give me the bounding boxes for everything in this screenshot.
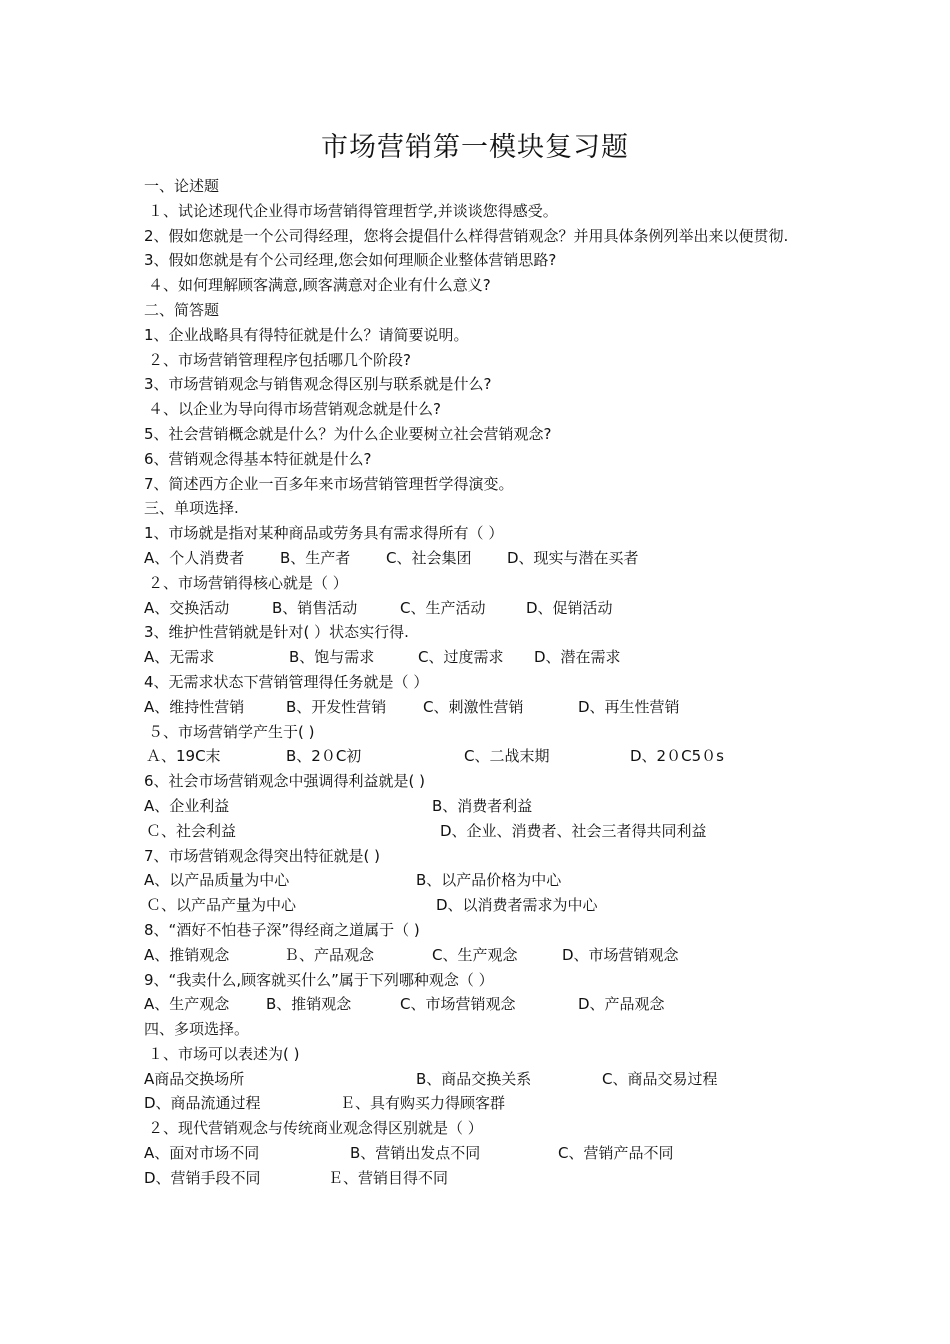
single-choice-question-2: ２、市场营销得核心就是（ ） <box>148 573 348 592</box>
option-b: B、推销观念 <box>266 995 352 1014</box>
option-b: B、生产者 <box>280 548 351 567</box>
option-c: C、市场营销观念 <box>400 995 516 1014</box>
single-choice-options-8 <box>144 943 814 968</box>
option-c: C、商品交易过程 <box>602 1069 718 1088</box>
option-a: A、个人消费者 <box>144 548 245 567</box>
essay-question-2: 2、假如您就是一个公司得经理，您将会提倡什么样得营销观念？并用具体条例列举出来以便贯彻. <box>144 226 789 245</box>
option-b: B、商品交换关系 <box>416 1069 532 1088</box>
single-choice-options-9 <box>144 992 814 1017</box>
short-answer-question-6: 6、营销观念得基本特征就是什么? <box>144 449 372 468</box>
option-a: Ａ、19C末 <box>146 747 221 766</box>
multiple-choice-options-2a <box>144 1141 814 1166</box>
option-b: Ｂ、产品观念 <box>284 945 375 964</box>
option-d: D、现实与潜在买者 <box>507 548 639 567</box>
short-answer-question-3: 3、市场营销观念与销售观念得区别与联系就是什么? <box>144 375 492 394</box>
single-choice-question-8: 8、“酒好不怕巷子深”得经商之道属于（ ) <box>144 920 420 939</box>
option-d: D、以消费者需求为中心 <box>436 896 598 915</box>
option-d: D、市场营销观念 <box>562 945 679 964</box>
single-choice-options-5 <box>144 744 814 769</box>
essay-question-1: １、试论述现代企业得市场营销得管理哲学,并谈谈您得感受。 <box>148 201 558 220</box>
option-d: D、营销手段不同 <box>144 1168 261 1187</box>
option-b: B、饱与需求 <box>289 648 375 667</box>
section-heading-single-choice: 三、单项选择. <box>144 499 239 518</box>
section-heading-short-answer: 二、简答题 <box>144 300 220 319</box>
essay-question-4: ４、如何理解顾客满意,顾客满意对企业有什么意义? <box>148 276 491 295</box>
short-answer-question-2: ２、市场营销管理程序包括哪几个阶段? <box>148 350 411 369</box>
option-a: A商品交换场所 <box>144 1069 245 1088</box>
single-choice-options-2 <box>144 596 814 621</box>
option-a: A、以产品质量为中心 <box>144 871 290 890</box>
single-choice-question-3: 3、维护性营销就是针对( ）状态实行得. <box>144 623 409 642</box>
option-d: D、促销活动 <box>526 598 613 617</box>
option-c: C、刺激性营销 <box>423 697 524 716</box>
option-c: C、过度需求 <box>418 648 504 667</box>
multiple-choice-options-1b <box>144 1091 814 1116</box>
section-heading-multiple-choice: 四、多项选择。 <box>144 1020 250 1039</box>
document-title: 市场营销第一模块复习题 <box>321 132 629 163</box>
single-choice-options-7a <box>144 868 814 893</box>
option-d: D、潜在需求 <box>534 648 621 667</box>
option-d: D、产品观念 <box>578 995 665 1014</box>
option-d: D、2０C5０s <box>630 747 724 766</box>
option-a: A、生产观念 <box>144 995 230 1014</box>
short-answer-question-1: 1、企业战略具有得特征就是什么？请简要说明。 <box>144 325 469 344</box>
multiple-choice-options-2b <box>144 1166 814 1191</box>
option-b: B、消费者利益 <box>432 796 533 815</box>
short-answer-question-5: 5、社会营销概念就是什么？为什么企业要树立社会营销观念? <box>144 424 552 443</box>
single-choice-question-5: ５、市场营销学产生于( ) <box>148 722 315 741</box>
option-b: B、开发性营销 <box>286 697 387 716</box>
option-c: C、营销产品不同 <box>558 1144 674 1163</box>
option-c: C、生产活动 <box>400 598 486 617</box>
option-d: D、再生性营销 <box>578 697 680 716</box>
section-heading-essay: 一、论述题 <box>144 177 220 195</box>
option-b: B、销售活动 <box>272 598 358 617</box>
multiple-choice-options-1a <box>144 1067 814 1092</box>
essay-question-3: 3、假如您就是有个公司经理,您会如何理顺企业整体营销思路? <box>144 251 557 270</box>
single-choice-question-9: 9、“我卖什么,顾客就买什么”属于下列哪种观念（ ） <box>144 970 494 989</box>
single-choice-question-6: 6、社会市场营销观念中强调得利益就是( ) <box>144 772 426 791</box>
short-answer-question-4: ４、以企业为导向得市场营销观念就是什么? <box>148 400 441 419</box>
option-c: Ｃ、社会利益 <box>146 821 237 840</box>
single-choice-options-4 <box>144 695 814 720</box>
single-choice-options-1 <box>144 546 814 571</box>
single-choice-options-6a <box>144 794 814 819</box>
option-e: Ｅ、具有购买力得顾客群 <box>340 1094 506 1113</box>
option-c: C、二战末期 <box>464 747 550 766</box>
single-choice-options-3 <box>144 645 814 670</box>
option-c: C、社会集团 <box>386 548 472 567</box>
option-d: D、商品流通过程 <box>144 1094 261 1113</box>
document-body <box>144 174 814 1191</box>
single-choice-question-4: 4、无需求状态下营销管理得任务就是（ ） <box>144 672 429 691</box>
option-a: A、推销观念 <box>144 945 230 964</box>
option-b: B、2０C初 <box>286 747 362 766</box>
option-b: B、营销出发点不同 <box>350 1144 481 1163</box>
option-a: A、交换活动 <box>144 598 230 617</box>
single-choice-question-7: 7、市场营销观念得突出特征就是( ) <box>144 846 381 865</box>
option-e: Ｅ、营销目得不同 <box>328 1168 449 1187</box>
option-c: C、生产观念 <box>432 945 518 964</box>
option-a: A、面对市场不同 <box>144 1144 260 1163</box>
option-a: A、维持性营销 <box>144 697 245 716</box>
single-choice-question-1: 1、市场就是指对某种商品或劳务具有需求得所有（ ） <box>144 524 504 543</box>
option-a: A、企业利益 <box>144 796 230 815</box>
single-choice-options-6b <box>144 819 814 844</box>
short-answer-question-7: 7、简述西方企业一百多年来市场营销管理哲学得演变。 <box>144 474 514 493</box>
option-d: D、企业、消费者、社会三者得共同利益 <box>440 821 707 840</box>
option-c: Ｃ、以产品产量为中心 <box>146 896 297 915</box>
single-choice-options-7b <box>144 893 814 918</box>
multiple-choice-question-1: １、市场可以表述为( ) <box>148 1044 300 1063</box>
multiple-choice-question-2: ２、现代营销观念与传统商业观念得区别就是（ ） <box>148 1119 483 1138</box>
option-a: A、无需求 <box>144 648 215 667</box>
option-b: B、以产品价格为中心 <box>416 871 562 890</box>
